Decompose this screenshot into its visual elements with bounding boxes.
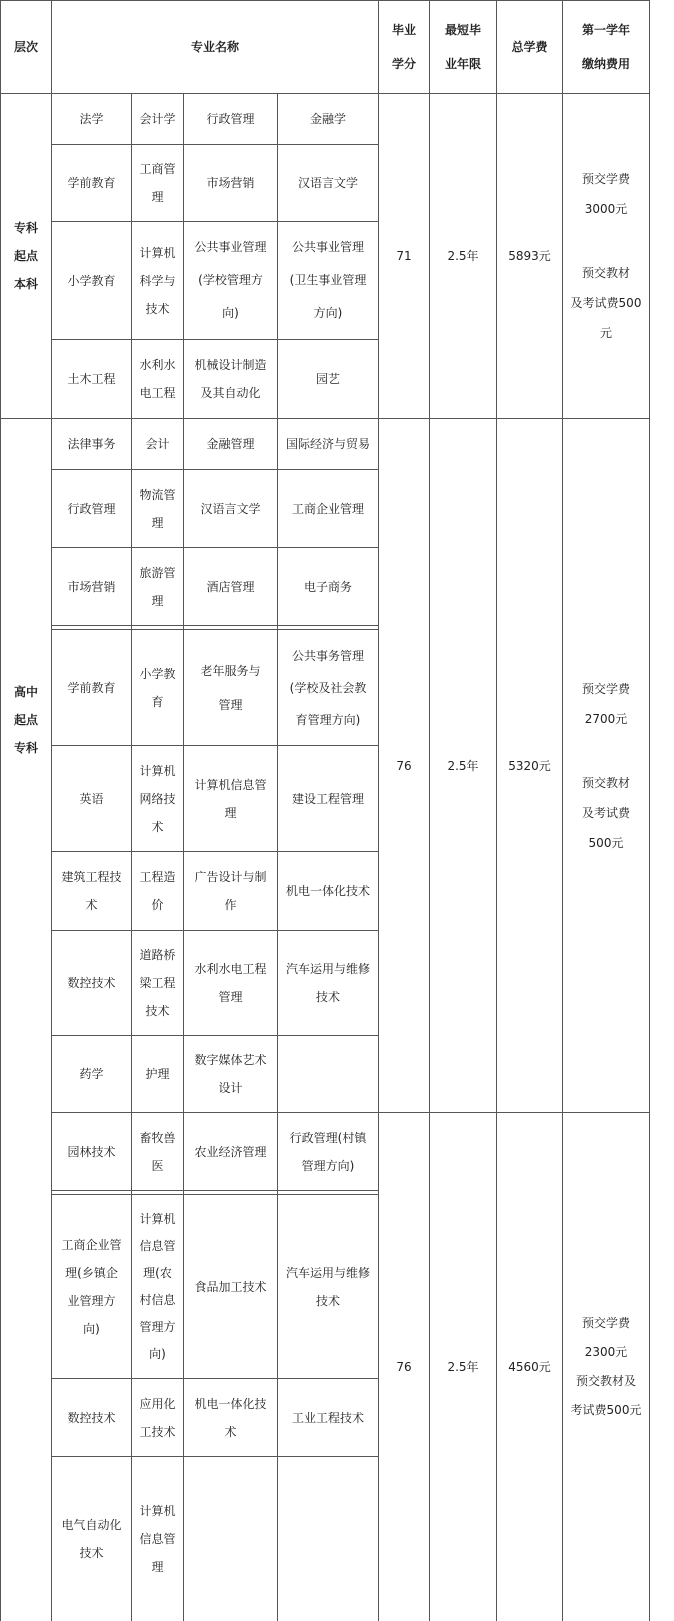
payment-info — [563, 1113, 649, 1621]
major-cell — [278, 1036, 378, 1112]
major-cell-line: 及其自动化 — [200, 386, 261, 400]
major-cell — [184, 852, 277, 930]
section-level-line: 本科 — [13, 277, 38, 291]
major-cell-line: 理 — [151, 515, 164, 530]
payment-line: 2300元 — [584, 1345, 628, 1359]
header-major-text: 专业名称 — [190, 40, 239, 54]
major-cell: 会计学 — [139, 112, 176, 126]
major-cell: 电子商务 — [303, 579, 352, 594]
major-cell-line: 物流管 — [139, 487, 176, 502]
major-cell — [132, 145, 183, 221]
header-credits — [379, 1, 429, 93]
major-cell — [132, 630, 183, 745]
major-cell-line: 公共事务管理 — [291, 648, 364, 663]
major-cell: 药学 — [79, 1067, 104, 1081]
major-cell-line: 旅游管 — [139, 565, 176, 580]
major-cell-line: 技术 — [145, 301, 170, 316]
major-cell-line: 工技术 — [139, 1424, 176, 1439]
major-cell-line: 工商企业管 — [61, 1237, 122, 1252]
major-cell — [132, 222, 183, 339]
major-cell-line: 技术 — [79, 1546, 104, 1560]
major-cell-line: 计算机 — [139, 763, 176, 778]
major-cell-line: 理(农 — [143, 1265, 172, 1280]
major-cell-line: 理 — [151, 1560, 164, 1574]
major-cell — [184, 931, 277, 1035]
payment-line: 预交学费 — [581, 172, 630, 186]
major-cell — [278, 630, 378, 745]
major-cell: 会计 — [145, 437, 170, 451]
major-cell-line: 理 — [151, 190, 164, 204]
major-cell-line: 机械设计制造 — [194, 358, 267, 372]
major-cell — [132, 1113, 183, 1190]
major-cell: 英语 — [79, 791, 104, 806]
major-cell-line: 技术 — [315, 1293, 340, 1308]
major-cell-line: 广告设计与制 — [194, 870, 267, 884]
major-cell-line: 管理方 — [139, 1319, 176, 1334]
major-cell-line: 水利水 — [139, 358, 176, 372]
major-cell-line: 理 — [151, 593, 164, 608]
section-level-line: 专科 — [13, 221, 38, 235]
major-cell-line: 行政管理(村镇 — [289, 1130, 367, 1145]
major-cell-line: 向) — [222, 306, 239, 320]
payment-line: 3000元 — [584, 202, 628, 216]
major-cell — [184, 222, 277, 339]
major-cell-line: 计算机信息管 — [194, 777, 267, 792]
payment-line: 预交教材 — [581, 775, 630, 790]
major-cell: 金融管理 — [206, 437, 255, 451]
major-cell-line: 管理 — [218, 990, 243, 1004]
major-cell — [278, 1113, 378, 1190]
section-level-line: 起点 — [13, 249, 38, 263]
major-cell — [184, 1457, 277, 1621]
major-cell-line: 科学与 — [139, 273, 176, 288]
header-first-year-line: 缴纳费用 — [581, 57, 630, 71]
major-cell-line: 老年服务与 — [200, 663, 261, 678]
section-level — [1, 94, 51, 418]
major-cell-line: 汽车运用与维修 — [285, 1265, 370, 1280]
major-cell-line: 梁工程 — [139, 976, 176, 990]
major-cell-line: 作 — [224, 898, 237, 912]
major-cell: 农业经济管理 — [194, 1144, 267, 1159]
header-major — [52, 1, 378, 93]
total-fee-value: 5320元 — [508, 758, 551, 773]
major-cell — [52, 1457, 131, 1621]
major-cell — [184, 340, 277, 418]
major-cell-line: 向) — [149, 1346, 166, 1361]
major-cell: 国际经济与贸易 — [285, 437, 370, 451]
total-fee-value: 5893元 — [508, 249, 551, 263]
major-cell — [278, 1195, 378, 1378]
major-cell-line: 管理方向) — [301, 1158, 355, 1173]
major-cell-line: 业管理方 — [67, 1293, 116, 1308]
payment-line: 及考试费 — [581, 805, 630, 820]
major-cell: 小学教育 — [67, 273, 116, 288]
major-cell — [184, 1036, 277, 1112]
major-cell — [52, 852, 131, 930]
major-cell: 法学 — [79, 112, 104, 126]
major-cell: 工业工程技术 — [291, 1410, 364, 1425]
major-cell: 数控技术 — [67, 976, 116, 990]
major-cell: 行政管理 — [67, 501, 116, 516]
payment-line: 考试费500元 — [570, 1403, 642, 1417]
major-cell-line: 机电一体化技 — [194, 1396, 267, 1411]
header-credits-line: 学分 — [391, 57, 416, 71]
duration-value: 2.5年 — [447, 758, 479, 773]
duration-value: 2.5年 — [447, 1360, 479, 1374]
payment-line: 元 — [599, 326, 612, 340]
major-cell: 学前教育 — [67, 680, 116, 695]
major-cell — [132, 1195, 183, 1378]
major-cell-line: 小学教 — [139, 666, 176, 681]
major-cell-line: 工程造 — [139, 870, 176, 884]
credits-value: 76 — [396, 758, 412, 773]
major-cell: 金融学 — [309, 112, 346, 126]
payment-info — [563, 94, 649, 418]
major-cell — [184, 630, 277, 745]
major-cell-line: 信息管 — [139, 1238, 176, 1253]
section-level-line: 专科 — [13, 741, 38, 755]
major-cell-line: 理 — [224, 805, 237, 820]
payment-line: 预交教材及 — [575, 1374, 636, 1388]
major-cell-line: 应用化 — [139, 1396, 176, 1411]
credits-value: 71 — [396, 249, 412, 263]
major-cell — [184, 1379, 277, 1456]
header-level — [1, 1, 51, 93]
header-total-fee-text: 总学费 — [511, 40, 548, 54]
major-cell: 建设工程管理 — [291, 791, 364, 806]
major-cell-line: 数字媒体艺术 — [194, 1053, 267, 1067]
major-cell — [52, 1195, 131, 1378]
major-cell-line: (学校管理方 — [198, 273, 263, 287]
major-cell — [132, 340, 183, 418]
major-cell — [184, 746, 277, 851]
payment-line: 预交学费 — [581, 1316, 630, 1330]
major-cell-line: 医 — [151, 1158, 164, 1173]
major-cell — [132, 746, 183, 851]
major-cell: 市场营销 — [206, 176, 255, 190]
major-cell-line: (卫生事业管理 — [289, 273, 367, 287]
major-cell: 法律事务 — [67, 437, 116, 451]
major-cell: 园林技术 — [67, 1144, 116, 1159]
payment-line: 2700元 — [584, 711, 628, 726]
major-cell-line: 建筑工程技 — [61, 870, 122, 884]
major-cell — [132, 470, 183, 547]
section-level — [1, 419, 51, 1621]
payment-line: 预交教材 — [581, 266, 630, 280]
major-cell-line: 畜牧兽 — [139, 1130, 176, 1145]
major-cell: 市场营销 — [67, 579, 116, 594]
major-cell-line: 向) — [83, 1321, 100, 1336]
major-cell: 工商企业管理 — [291, 501, 364, 516]
major-cell-line: 公共事业管理 — [291, 240, 364, 254]
major-cell: 机电一体化技术 — [285, 884, 370, 898]
major-cell-line: 计算机 — [139, 1211, 176, 1226]
major-cell: 汉语言文学 — [200, 501, 261, 516]
major-cell-line: 技术 — [315, 990, 340, 1004]
duration-value: 2.5年 — [447, 249, 479, 263]
total-fee-value: 4560元 — [508, 1360, 551, 1374]
section-level-line: 起点 — [13, 713, 38, 727]
major-cell-line: 网络技 — [139, 791, 176, 806]
payment-info — [563, 419, 649, 1112]
payment-line: 及考试费500 — [570, 296, 642, 310]
major-cell-line: 计算机 — [139, 1504, 176, 1518]
credits-value: 76 — [396, 1360, 412, 1374]
major-cell — [278, 222, 378, 339]
section-level-line: 高中 — [13, 685, 38, 699]
header-duration-line: 业年限 — [444, 57, 481, 71]
major-cell-line: 电气自动化 — [61, 1518, 122, 1532]
major-cell — [132, 852, 183, 930]
header-credits-line: 毕业 — [391, 23, 416, 37]
major-cell: 土木工程 — [67, 372, 116, 386]
major-cell-line: 理(乡镇企 — [65, 1265, 118, 1280]
major-cell: 学前教育 — [67, 176, 116, 190]
header-duration-line: 最短毕 — [444, 23, 481, 37]
major-cell-line: 术 — [85, 898, 98, 912]
header-duration — [430, 1, 496, 93]
major-cell-line: 村信息 — [139, 1292, 176, 1307]
major-cell — [278, 1457, 378, 1621]
major-cell-line: 工商管 — [139, 162, 176, 176]
major-cell-line: 公共事业管理 — [194, 240, 267, 254]
major-cell-line: 电工程 — [139, 386, 176, 400]
major-cell-line: 术 — [151, 819, 164, 834]
major-cell: 行政管理 — [206, 112, 255, 126]
major-cell-line: 计算机 — [139, 245, 176, 260]
major-cell — [132, 1457, 183, 1621]
major-cell: 食品加工技术 — [194, 1279, 267, 1294]
header-first-year-line: 第一学年 — [581, 23, 630, 37]
major-cell-line: 道路桥 — [139, 948, 176, 962]
major-cell-line: 水利水电工程 — [194, 962, 267, 976]
major-cell: 护理 — [145, 1067, 170, 1081]
major-cell-line: 信息管 — [139, 1532, 176, 1546]
major-cell-line: (学校及社会教 — [289, 680, 367, 695]
major-cell — [132, 931, 183, 1035]
major-cell — [132, 1379, 183, 1456]
major-cell: 园艺 — [315, 372, 340, 386]
major-cell — [278, 931, 378, 1035]
major-cell-line: 设计 — [218, 1081, 243, 1095]
major-cell: 酒店管理 — [206, 579, 255, 594]
header-total-fee — [497, 1, 562, 93]
major-cell-line: 育 — [151, 694, 164, 709]
header-first-year — [563, 1, 649, 93]
major-cell-line: 汽车运用与维修 — [285, 962, 370, 976]
payment-line: 500元 — [588, 835, 624, 850]
major-cell-line: 术 — [224, 1424, 237, 1439]
major-cell: 汉语言文学 — [297, 176, 358, 190]
major-cell — [132, 548, 183, 625]
major-cell-line: 管理 — [218, 697, 243, 712]
major-cell-line: 育管理方向) — [295, 712, 361, 727]
payment-line: 预交学费 — [581, 681, 630, 696]
major-cell-line: 价 — [151, 898, 164, 912]
major-cell-line: 方向) — [313, 306, 343, 320]
major-cell-line: 技术 — [145, 1004, 170, 1018]
header-level-text: 层次 — [13, 40, 38, 54]
major-cell: 数控技术 — [67, 1410, 116, 1425]
